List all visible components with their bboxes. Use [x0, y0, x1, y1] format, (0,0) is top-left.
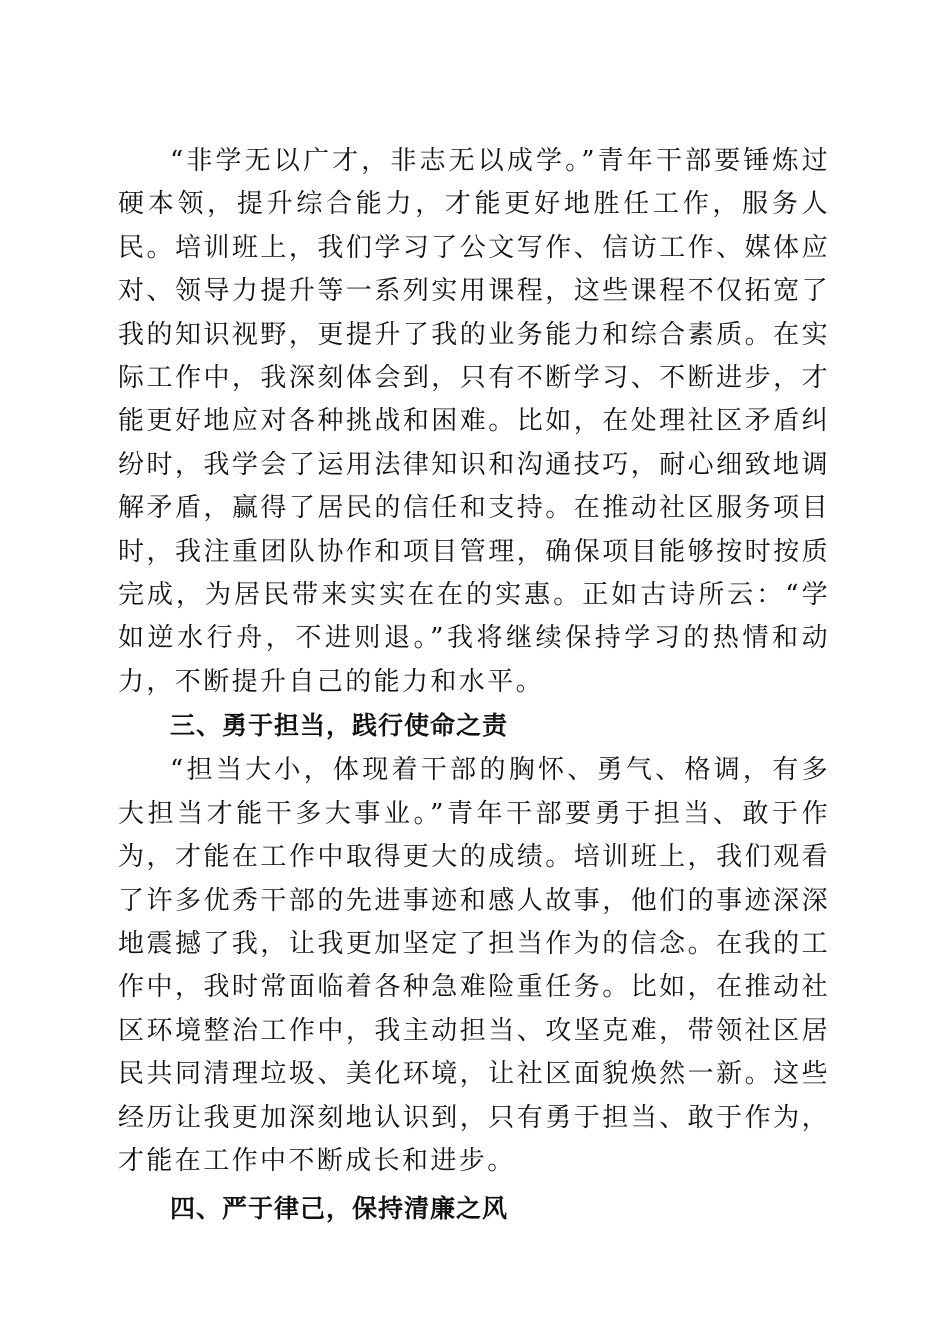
section-4-heading: 四、严于律己，保持清廉之风 — [170, 1194, 509, 1224]
paragraph-learning: “非学无以广才，非志无以成学。”青年干部要锤炼过硬本领，提升综合能力，才能更好地胜任工作，服务人民。培训班上，我们学习了公文写作、信访工作、媒体应对、领导力提升等一系列实用课程，这些课程不仅拓宽了我的知识视野，更提升了我的业务能力和综合素质。在实际工作中，我深刻体会到，只有不断学习、不断进步，才能更好地应对各种挑战和困难。比如，在处理社区矛盾纠纷时，我学会了运用法律知识和沟通技巧，耐心细致地调解矛盾，赢得了居民的信任和支持。在推动社区服务项目时，我注重团队协作和项目管理，确保项目能够按时按质完成，为居民带来实实在在的实惠。正如古诗所云：“学如逆水行舟，不进则退。”我将继续保持学习的热情和动力，不断提升自己的能力和水平。 — [118, 146, 830, 697]
document-body — [118, 140, 830, 1230]
section-3-heading: 三、勇于担当，践行使命之责 — [170, 711, 509, 741]
paragraph-responsibility: “担当大小，体现着干部的胸怀、勇气、格调，有多大担当才能干多大事业。”青年干部要勇于担当、敢于作为，才能在工作中取得更大的成绩。培训班上，我们观看了许多优秀干部的先进事迹和感人故事，他们的事迹深深地震撼了我，让我更加坚定了担当作为的信念。在我的工作中，我时常面临着各种急难险重任务。比如，在推动社区环境整治工作中，我主动担当、攻坚克难，带领社区居民共同清理垃圾、美化环境，让社区面貌焕然一新。这些经历让我更加深刻地认识到，只有勇于担当、敢于作为，才能在工作中不断成长和进步。 — [118, 755, 830, 1176]
